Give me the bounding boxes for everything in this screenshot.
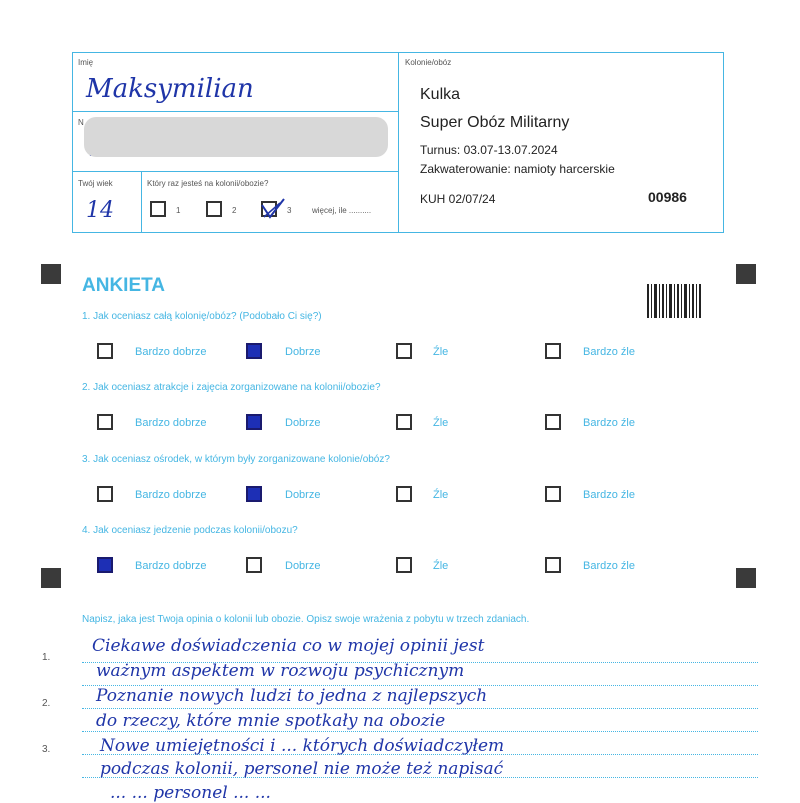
q4-label-bardzo-zle: Bardzo źle	[583, 560, 635, 572]
survey-title: ANKIETA	[82, 275, 166, 296]
question-3: 3. Jak oceniasz ośrodek, w którym były zorganizowane kolonie/obóz?	[82, 454, 390, 465]
q4-label-zle: Źle	[433, 560, 449, 572]
q1-label-zle: Źle	[433, 346, 449, 358]
header-divider	[398, 52, 399, 232]
q1-option-dobrze[interactable]	[246, 343, 262, 359]
form-number: 00986	[648, 189, 687, 205]
q2-option-zle[interactable]	[396, 414, 412, 430]
opinion-prompt: Napisz, jaka jest Twoja opinia o kolonii lub obozie. Opisz swoje wrażenia z pobytu w trzech zdaniach.	[82, 614, 530, 625]
q1-option-bardzo-zle[interactable]	[545, 343, 561, 359]
handwritten-line[interactable]: ... ... personel ... ...	[110, 783, 271, 803]
q4-label-dobrze: Dobrze	[285, 560, 321, 572]
q3-label-bardzo-dobrze: Bardzo dobrze	[135, 489, 207, 501]
q2-option-bardzo-zle[interactable]	[545, 414, 561, 430]
redaction-bar	[84, 117, 388, 157]
camp-code: KUH 02/07/24	[420, 192, 496, 206]
q4-option-zle[interactable]	[396, 557, 412, 573]
q3-option-zle[interactable]	[396, 486, 412, 502]
q1-label-bardzo-zle: Bardzo źle	[583, 346, 635, 358]
handwritten-line[interactable]: ważnym aspektem w rozwoju psychicznym	[96, 661, 465, 681]
line-number-3: 3.	[42, 744, 51, 755]
line-number-1: 1.	[42, 652, 51, 663]
surname-row-divider	[72, 171, 398, 172]
question-2: 2. Jak oceniasz atrakcje i zajęcia zorganizowane na kolonii/obozie?	[82, 382, 381, 393]
times-checkbox-2[interactable]	[206, 201, 222, 217]
q1-option-zle[interactable]	[396, 343, 412, 359]
registration-marker-top-right	[736, 264, 756, 284]
writing-line	[82, 708, 758, 709]
times-checkbox-3[interactable]	[261, 201, 277, 217]
name-value[interactable]: Maksymilian	[86, 74, 254, 104]
handwritten-line[interactable]: Nowe umiejętności i ... których doświadczyłem	[100, 736, 505, 756]
q3-option-bardzo-dobrze[interactable]	[97, 486, 113, 502]
surname-label: N	[78, 118, 84, 127]
times-option-2: 2	[232, 206, 237, 215]
times-option-1: 1	[176, 206, 181, 215]
q3-label-zle: Źle	[433, 489, 449, 501]
q3-option-dobrze[interactable]	[246, 486, 262, 502]
q4-option-dobrze[interactable]	[246, 557, 262, 573]
age-divider	[141, 171, 142, 232]
check-mark-icon	[260, 197, 286, 221]
barcode	[647, 284, 701, 318]
q1-option-bardzo-dobrze[interactable]	[97, 343, 113, 359]
q3-option-bardzo-zle[interactable]	[545, 486, 561, 502]
times-more: więcej, ile ..........	[312, 206, 372, 215]
q2-option-dobrze[interactable]	[246, 414, 262, 430]
camp-title: Super Obóz Militarny	[420, 114, 570, 131]
registration-marker-top-left	[41, 264, 61, 284]
times-checkbox-1[interactable]	[150, 201, 166, 217]
q2-label-dobrze: Dobrze	[285, 417, 321, 429]
q3-label-dobrze: Dobrze	[285, 489, 321, 501]
name-label: Imię	[78, 58, 94, 67]
q4-option-bardzo-zle[interactable]	[545, 557, 561, 573]
question-4: 4. Jak oceniasz jedzenie podczas kolonii/obozu?	[82, 525, 298, 536]
q3-label-bardzo-zle: Bardzo źle	[583, 489, 635, 501]
q4-option-bardzo-dobrze[interactable]	[97, 557, 113, 573]
q1-label-bardzo-dobrze: Bardzo dobrze	[135, 346, 207, 358]
age-label: Twój wiek	[78, 179, 113, 188]
camp-label: Kolonie/obóz	[405, 58, 452, 67]
registration-marker-mid-right	[736, 568, 756, 588]
q2-option-bardzo-dobrze[interactable]	[97, 414, 113, 430]
times-label: Który raz jesteś na kolonii/obozie?	[147, 179, 269, 188]
age-value[interactable]: 14	[86, 198, 114, 223]
question-1: 1. Jak oceniasz całą kolonię/obóz? (Podobało Ci się?)	[82, 311, 322, 322]
q1-label-dobrze: Dobrze	[285, 346, 321, 358]
turnus: Turnus: 03.07-13.07.2024	[420, 143, 558, 157]
handwritten-line[interactable]: Ciekawe doświadczenia co w mojej opinii jest	[92, 636, 485, 656]
q4-label-bardzo-dobrze: Bardzo dobrze	[135, 560, 207, 572]
handwritten-line[interactable]: Poznanie nowych ludzi to jedna z najlepszych	[96, 686, 488, 706]
line-number-2: 2.	[42, 698, 51, 709]
handwritten-line[interactable]: do rzeczy, które mnie spotkały na obozie	[96, 711, 446, 731]
q2-label-bardzo-dobrze: Bardzo dobrze	[135, 417, 207, 429]
q2-label-zle: Źle	[433, 417, 449, 429]
times-option-3: 3	[287, 206, 292, 215]
registration-marker-mid-left	[41, 568, 61, 588]
writing-line	[82, 731, 758, 732]
camp-name: Kulka	[420, 86, 461, 103]
handwritten-line[interactable]: podczas kolonii, personel nie może też napisać	[100, 759, 504, 779]
name-row-divider	[72, 111, 398, 112]
accommodation: Zakwaterowanie: namioty harcerskie	[420, 162, 615, 176]
q2-label-bardzo-zle: Bardzo źle	[583, 417, 635, 429]
